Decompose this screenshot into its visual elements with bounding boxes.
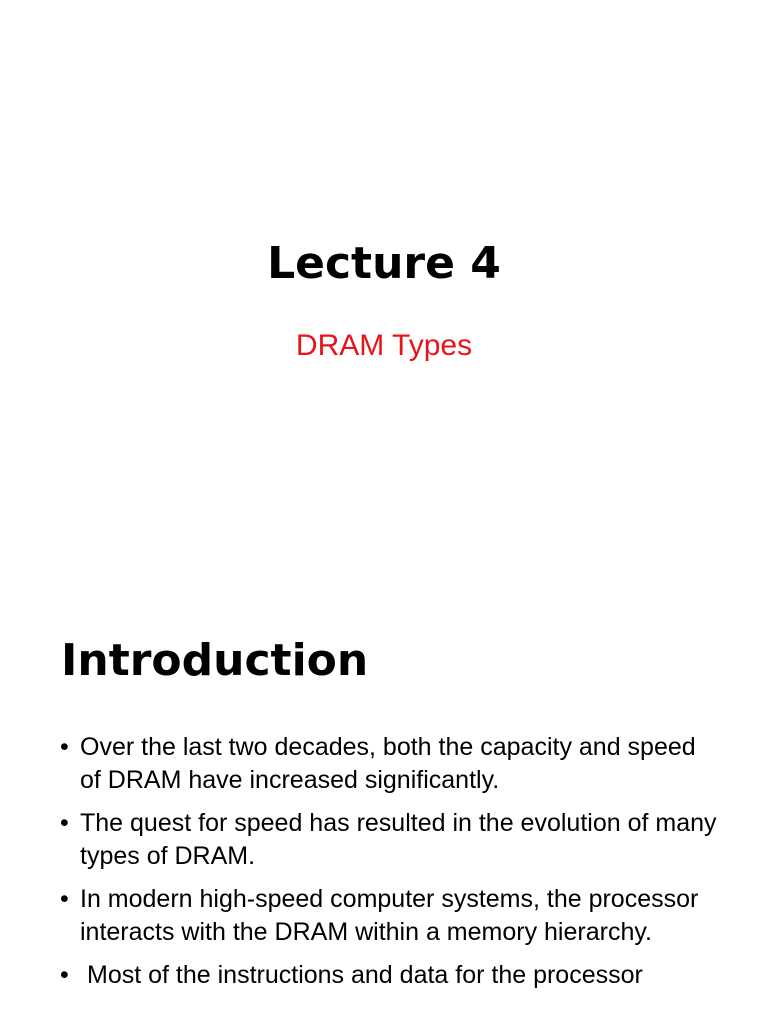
lecture-title: Lecture 4 xyxy=(267,238,501,289)
bullet-dot-icon: • xyxy=(60,809,69,837)
list-item xyxy=(60,807,720,873)
bullet-dot-icon: • xyxy=(60,961,69,989)
bullet-dot-icon: • xyxy=(60,733,69,761)
bullet-dot-icon: • xyxy=(60,885,69,913)
bullet-text: In modern high-speed computer systems, the processor interacts with the DRAM within a memory hierarchy. xyxy=(80,885,699,946)
list-item xyxy=(60,731,720,797)
lecture-subtitle: DRAM Types xyxy=(295,329,473,362)
list-item xyxy=(60,883,720,949)
introduction-heading: Introduction xyxy=(61,635,369,686)
bullet-text: The quest for speed has resulted in the evolution of many types of DRAM. xyxy=(80,809,717,870)
bullet-text: Over the last two decades, both the capacity and speed of DRAM have increased significantly. xyxy=(80,733,696,794)
list-item xyxy=(60,959,720,992)
bullet-list xyxy=(60,731,720,1002)
bullet-text: Most of the instructions and data for the processor xyxy=(87,961,643,989)
